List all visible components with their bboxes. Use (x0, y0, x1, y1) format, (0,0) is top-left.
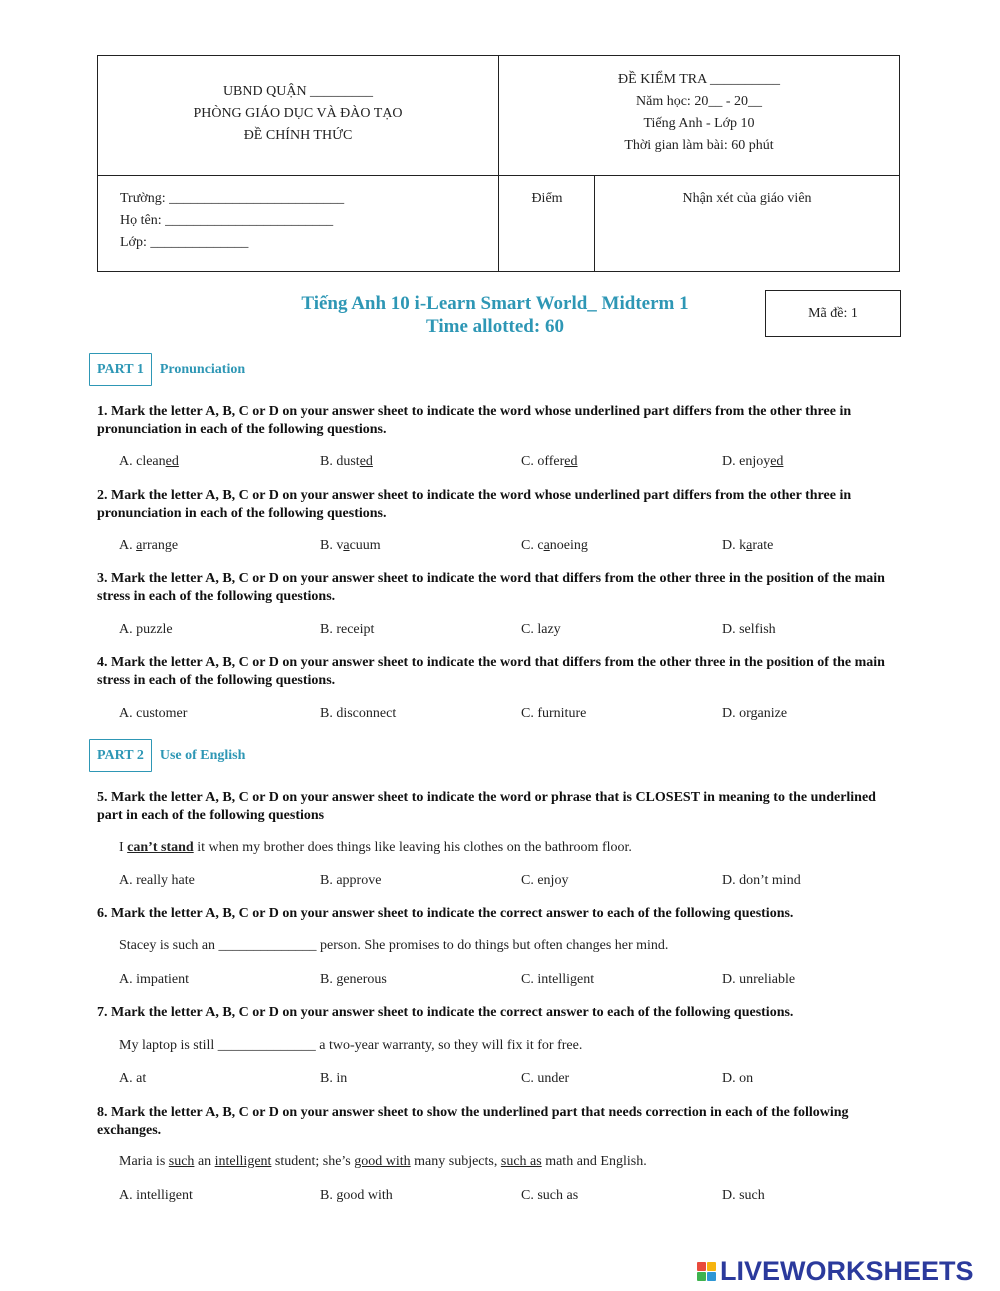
q4-option-b[interactable]: B. disconnect (320, 706, 397, 721)
question-1-prompt: 1. Mark the letter A, B, C or D on your answer sheet to indicate the word whose underlined part differs from the other three in pronunciation in each of the following questions. (97, 404, 852, 437)
q5-option-c[interactable]: C. enjoy (521, 873, 569, 888)
question-8-sentence: Maria is such an intelligent student; she’s good with many subjects, such as math and English. (119, 1154, 647, 1169)
q2-option-c[interactable]: C. canoeing (521, 538, 588, 553)
q6-option-c[interactable]: C. intelligent (521, 972, 595, 987)
header-table (97, 55, 900, 272)
name-field[interactable]: Họ tên: ________________________ (120, 213, 334, 228)
question-5-prompt: 5. Mark the letter A, B, C or D on your answer sheet to indicate the word or phrase that is CLOSEST in meaning to the underlined part in each of the following questions (97, 790, 876, 823)
school-year-line: Năm học: 20__ - 20__ (636, 94, 762, 109)
part-1-header (89, 353, 245, 386)
question-8-prompt: 8. Mark the letter A, B, C or D on your answer sheet to show the underlined part that needs correction in each of the following exchanges. (97, 1105, 849, 1138)
part-2-header (89, 739, 245, 772)
exam-code: Mã đề: 1 (765, 290, 901, 337)
q6-option-b[interactable]: B. generous (320, 972, 387, 987)
exam-line: ĐỀ KIỂM TRA __________ (618, 72, 780, 87)
question-6-prompt: 6. Mark the letter A, B, C or D on your answer sheet to indicate the correct answer to each of the following questions. (97, 906, 794, 921)
question-5-sentence: I can’t stand it when my brother does things like leaving his clothes on the bathroom floor. (119, 840, 632, 855)
duration-line: Thời gian làm bài: 60 phút (624, 138, 774, 153)
q5-option-d[interactable]: D. don’t mind (722, 873, 801, 888)
q1-option-c[interactable]: C. offered (521, 454, 578, 469)
q4-option-c[interactable]: C. furniture (521, 706, 587, 721)
q8-option-b[interactable]: B. good with (320, 1188, 393, 1203)
school-field[interactable]: Trường: _________________________ (120, 191, 345, 206)
comment-label: Nhận xét của giáo viên (682, 191, 812, 206)
q5-option-a[interactable]: A. really hate (119, 873, 195, 888)
q8-option-a[interactable]: A. intelligent (119, 1188, 193, 1203)
q2-option-a[interactable]: A. arrange (119, 538, 179, 553)
q1-option-b[interactable]: B. dusted (320, 454, 373, 469)
q4-option-a[interactable]: A. customer (119, 706, 188, 721)
q8-option-c[interactable]: C. such as (521, 1188, 579, 1203)
q7-option-d[interactable]: D. on (722, 1071, 754, 1086)
q1-option-d[interactable]: D. enjoyed (722, 454, 784, 469)
header-left (98, 81, 498, 147)
exam-title: Tiếng Anh 10 i-Learn Smart World_ Midterm 1 (301, 293, 689, 314)
q3-option-d[interactable]: D. selfish (722, 622, 776, 637)
q2-option-b[interactable]: B. vacuum (320, 538, 381, 553)
q7-option-c[interactable]: C. under (521, 1071, 570, 1086)
exam-time: Time allotted: 60 (426, 316, 564, 337)
logo-tiles-icon (697, 1262, 716, 1281)
q6-option-a[interactable]: A. impatient (119, 972, 189, 987)
question-3-prompt: 3. Mark the letter A, B, C or D on your answer sheet to indicate the word that differs from the other three in the position of the main stress in each of the following questions. (97, 571, 885, 604)
department-line: PHÒNG GIÁO DỤC VÀ ĐÀO TẠO (193, 106, 403, 121)
q3-option-c[interactable]: C. lazy (521, 622, 561, 637)
score-label: Điểm (531, 191, 563, 206)
question-7-prompt: 7. Mark the letter A, B, C or D on your answer sheet to indicate the correct answer to each of the following questions. (97, 1005, 794, 1020)
q8-option-d[interactable]: D. such (722, 1188, 765, 1203)
part-2-tag: PART 2 (89, 739, 152, 772)
q7-option-b[interactable]: B. in (320, 1071, 348, 1086)
q6-option-d[interactable]: D. unreliable (722, 972, 796, 987)
student-info (120, 188, 344, 254)
q5-option-b[interactable]: B. approve (320, 873, 382, 888)
question-2-prompt: 2. Mark the letter A, B, C or D on your answer sheet to indicate the word whose underlined part differs from the other three in pronunciation in each of the following questions. (97, 488, 852, 521)
q3-option-b[interactable]: B. receipt (320, 622, 375, 637)
subject-line: Tiếng Anh - Lớp 10 (643, 116, 755, 131)
liveworksheets-logo (697, 1256, 974, 1287)
part-1-name: Pronunciation (159, 361, 246, 377)
part-1-tag: PART 1 (89, 353, 152, 386)
district-line: UBND QUẬN _________ (222, 84, 374, 99)
part-2-name: Use of English (159, 747, 246, 763)
q4-option-d[interactable]: D. organize (722, 706, 788, 721)
header-right (499, 69, 899, 157)
official-line: ĐỀ CHÍNH THỨC (243, 128, 353, 143)
question-7-sentence: My laptop is still ______________ a two-year warranty, so they will fix it for free. (119, 1038, 583, 1053)
q3-option-a[interactable]: A. puzzle (119, 622, 173, 637)
q1-option-a[interactable]: A. cleaned (119, 454, 179, 469)
question-6-sentence: Stacey is such an ______________ person. She promises to do things but often changes her mind. (119, 938, 669, 953)
q2-option-d[interactable]: D. karate (722, 538, 774, 553)
logo-text: LIVEWORKSHEETS (720, 1256, 974, 1286)
question-4-prompt: 4. Mark the letter A, B, C or D on your answer sheet to indicate the word that differs from the other three in the position of the main stress in each of the following questions. (97, 655, 885, 688)
q7-option-a[interactable]: A. at (119, 1071, 147, 1086)
class-field[interactable]: Lớp: ______________ (120, 235, 249, 250)
